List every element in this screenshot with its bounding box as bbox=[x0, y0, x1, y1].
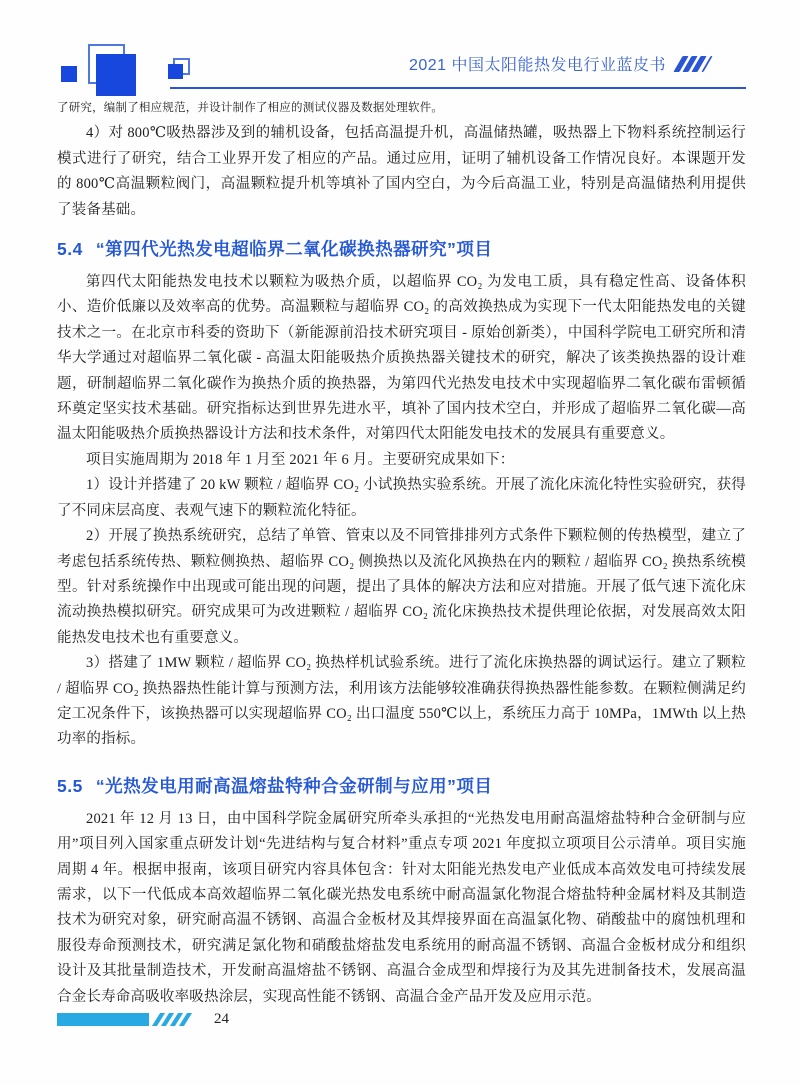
logo-square-big bbox=[96, 54, 136, 96]
page-number: 24 bbox=[214, 1011, 229, 1027]
triple-slash-icon bbox=[678, 56, 708, 72]
paragraph: 2021 年 12 月 13 日，由中国科学院金属研究所牵头承担的“光热发电用耐高温熔盐特种合金研制与应用”项目列入国家重点研发计划“先进结构与复合材料”重点专项 2021 年度拟立项项目公示清单。项目实施周期 4 年。根据申报南，该项目研究内容具体包含：针对太阳能光热发电产业低成本高效发电可持续发展需求，以下一代低成本高效超临界二氧化碳光热发电系统中耐高温氯化物混合熔盐特种金属材料及其制造技术为研究对象，研究耐高温不锈钢、高温合金板材及其焊接界面在高温氯化物、硝酸盐中的腐蚀机理和服役寿命预测技术，研究满足氯化物和硝酸盐熔盐发电系统用的耐高温不锈钢、高温合金板材成分和组织设计及其批量制造技术，开发耐高温熔盐不锈钢、高温合金成型和焊接行为及其先进制备技术，发展高温合金长寿命高吸收率吸热涂层，实现高性能不锈钢、高温合金产品开发及应用示范。 bbox=[57, 810, 746, 1005]
header-right-group bbox=[409, 52, 708, 75]
squares-logo-icon bbox=[57, 40, 202, 98]
page-header bbox=[0, 0, 800, 94]
paragraph-item-4: 4）对 800℃吸热器涉及到的辅机设备，包括高温提升机，高温储热罐，吸热器上下物料系统控制运行模式进行了研究，结合工业界开发了相应的产品。通过应用，证明了辅机设备工作情况良好。本课题开发的 800℃高温颗粒阀门，高温颗粒提升机等填补了国内空白，为今后高温工业，特别是高温储热利用提供了装备基础。 bbox=[57, 125, 746, 218]
footer-stripe-bar-icon bbox=[57, 1013, 188, 1026]
section-title: “第四代光热发电超临界二氧化碳换热器研究”项目 bbox=[95, 239, 493, 260]
header-rule bbox=[170, 87, 746, 89]
paragraph: 第四代太阳能热发电技术以颗粒为吸热介质，以超临界 CO₂ 为发电工质，具有稳定性高、设备体积小、造价低廉以及效率高的优势。高温颗粒与超临界 CO₂ 的高效换热成为实现下一代太阳能热发电的关键技术之一。在北京市科委的资助下（新能源前沿技术研究项目 - 原始创新类），中国科学院电工研究所和清华大学通过对超临界二氧化碳 - 高温太阳能吸热介质换热器关键技术的研究，解决了该类换热器的设计难题，研制超临界二氧化碳作为换热介质的换热器，为第四代光热发电技术中实现超临界二氧化碳布雷顿循环奠定坚实技术基础。研究指标达到世界先进水平，填补了国内技术空白，并形成了超临界二氧化碳—高温太阳能吸热介质换热器设计方法和技术条件，对第四代太阳能发电技术的发展具有重要意义。 bbox=[57, 274, 746, 443]
section-heading-5-5 bbox=[57, 773, 746, 798]
logo-square-small-left bbox=[61, 66, 77, 82]
paragraph: 项目实施周期为 2018 年 1 月至 2021 年 6 月。主要研究成果如下： bbox=[86, 451, 515, 468]
logo-square-small-right bbox=[168, 64, 183, 79]
paragraph: 2）开展了换热系统研究，总结了单管、管束以及不同管排排列方式条件下颗粒侧的传热模型，建立了考虑包括系统传热、颗粒侧换热、超临界 CO₂ 侧换热以及流化风换热在内的颗粒 / 超临界 CO₂ 换热系统模型。针对系统操作中出现或可能出现的问题，提出了具体的解决方法和应对措施。开展了低气速下流化床流动换热模拟研究。研究成果可为改进颗粒 / 超临界 CO₂ 流化床换热技术提供理论依据，对发展高效太阳能热发电技术也有重要意义。 bbox=[57, 528, 746, 646]
footer-bar-solid bbox=[57, 1013, 149, 1026]
paragraph-continuation: 了研究，编制了相应规范，并设计制作了相应的测试仪器及数据处理软件。 bbox=[57, 102, 444, 114]
booklet-title: 2021 中国太阳能热发电行业蓝皮书 bbox=[408, 57, 666, 74]
paragraph: 1）设计并搭建了 20 kW 颗粒 / 超临界 CO₂ 小试换热实验系统。开展了流化床流化特性实验研究，获得了不同床层高度、表观气速下的颗粒流化特征。 bbox=[57, 477, 746, 519]
paragraph: 3）搭建了 1MW 颗粒 / 超临界 CO₂ 换热样机试验系统。进行了流化床换热器的调试运行。建立了颗粒 / 超临界 CO₂ 换热器热性能计算与预测方法，利用该方法能够较准确获得换热器性能参数。在颗粒侧满足约定工况条件下，该换热器可以实现超临界 CO₂ 出口温度 550℃以上，系统压力高于 10MPa，1MWth 以上热功率的指标。 bbox=[57, 655, 746, 748]
section-number: 5.5 bbox=[57, 775, 83, 796]
section-title: “光热发电用耐高温熔盐特种合金研制与应用”项目 bbox=[95, 775, 493, 796]
section-number: 5.4 bbox=[57, 239, 83, 260]
page-footer bbox=[57, 1011, 229, 1028]
section-heading-5-4 bbox=[57, 236, 746, 261]
page-body bbox=[57, 96, 746, 1010]
